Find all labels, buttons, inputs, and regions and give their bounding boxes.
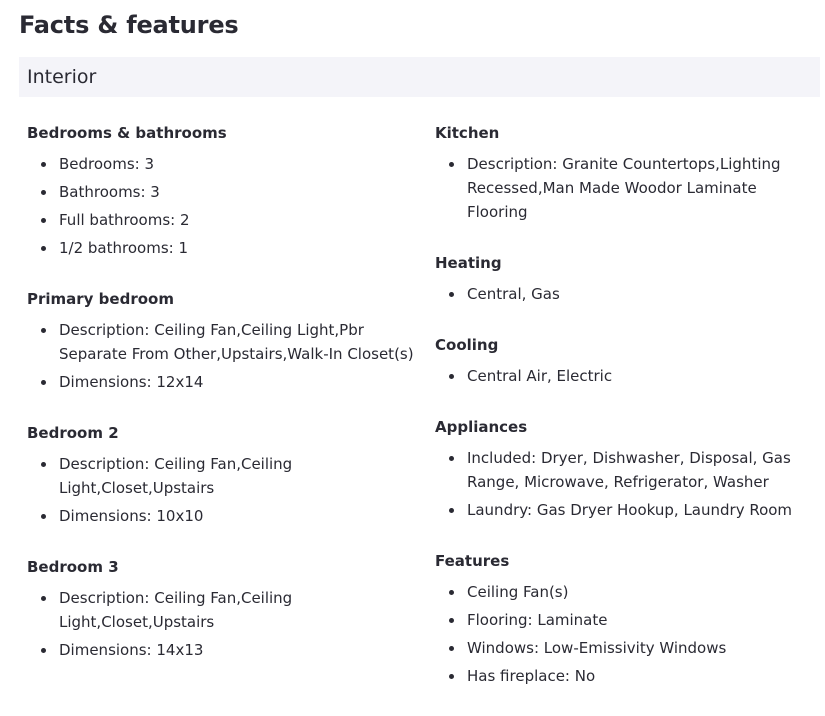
list-item: Bathrooms: 3 — [27, 180, 422, 204]
fact-group-features — [435, 550, 820, 688]
fact-list — [435, 152, 820, 224]
list-item: Has fireplace: No — [435, 664, 820, 688]
list-item: Full bathrooms: 2 — [27, 208, 422, 232]
group-title: Bedroom 3 — [27, 558, 119, 576]
group-title: Appliances — [435, 418, 528, 436]
list-item: Ceiling Fan(s) — [435, 580, 820, 604]
section-header-interior — [19, 57, 820, 97]
list-item: Dimensions: 14x13 — [27, 638, 422, 662]
fact-group-bedroom-2 — [27, 422, 422, 528]
fact-list — [435, 580, 820, 688]
group-title: Kitchen — [435, 124, 500, 142]
list-item: Bedrooms: 3 — [27, 152, 422, 176]
list-item: Central Air, Electric — [435, 364, 820, 388]
fact-group-appliances — [435, 416, 820, 522]
group-title: Cooling — [435, 336, 499, 354]
fact-list — [27, 152, 422, 260]
page-title: Facts & features — [19, 11, 239, 39]
fact-list — [435, 446, 820, 522]
group-title: Heating — [435, 254, 502, 272]
group-title: Primary bedroom — [27, 290, 174, 308]
list-item: Description: Ceiling Fan,Ceiling Light,Closet,Upstairs — [27, 452, 422, 500]
fact-list — [27, 318, 422, 394]
fact-list — [27, 586, 422, 662]
list-item: Description: Ceiling Fan,Ceiling Light,Closet,Upstairs — [27, 586, 422, 634]
list-item: Central, Gas — [435, 282, 820, 306]
list-item: Description: Granite Countertops,Lighting Recessed,Man Made Woodor Laminate Flooring — [435, 152, 820, 224]
fact-group-bedroom-3 — [27, 556, 422, 662]
list-item: 1/2 bathrooms: 1 — [27, 236, 422, 260]
fact-list — [27, 452, 422, 528]
fact-group-bedrooms-bathrooms — [27, 122, 422, 260]
list-item: Laundry: Gas Dryer Hookup, Laundry Room — [435, 498, 820, 522]
left-column — [27, 122, 422, 690]
fact-group-heating — [435, 252, 820, 306]
list-item: Dimensions: 10x10 — [27, 504, 422, 528]
list-item: Included: Dryer, Dishwasher, Disposal, Gas Range, Microwave, Refrigerator, Washer — [435, 446, 820, 494]
section-title: Interior — [27, 66, 97, 88]
list-item: Description: Ceiling Fan,Ceiling Light,Pbr Separate From Other,Upstairs,Walk-In Closet(s) — [27, 318, 422, 366]
fact-group-primary-bedroom — [27, 288, 422, 394]
fact-group-kitchen — [435, 122, 820, 224]
group-title: Bedroom 2 — [27, 424, 119, 442]
right-column — [435, 122, 820, 716]
group-title: Bedrooms & bathrooms — [27, 124, 227, 142]
list-item: Windows: Low-Emissivity Windows — [435, 636, 820, 660]
fact-group-cooling — [435, 334, 820, 388]
fact-list — [435, 282, 820, 306]
fact-list — [435, 364, 820, 388]
list-item: Dimensions: 12x14 — [27, 370, 422, 394]
group-title: Features — [435, 552, 510, 570]
list-item: Flooring: Laminate — [435, 608, 820, 632]
